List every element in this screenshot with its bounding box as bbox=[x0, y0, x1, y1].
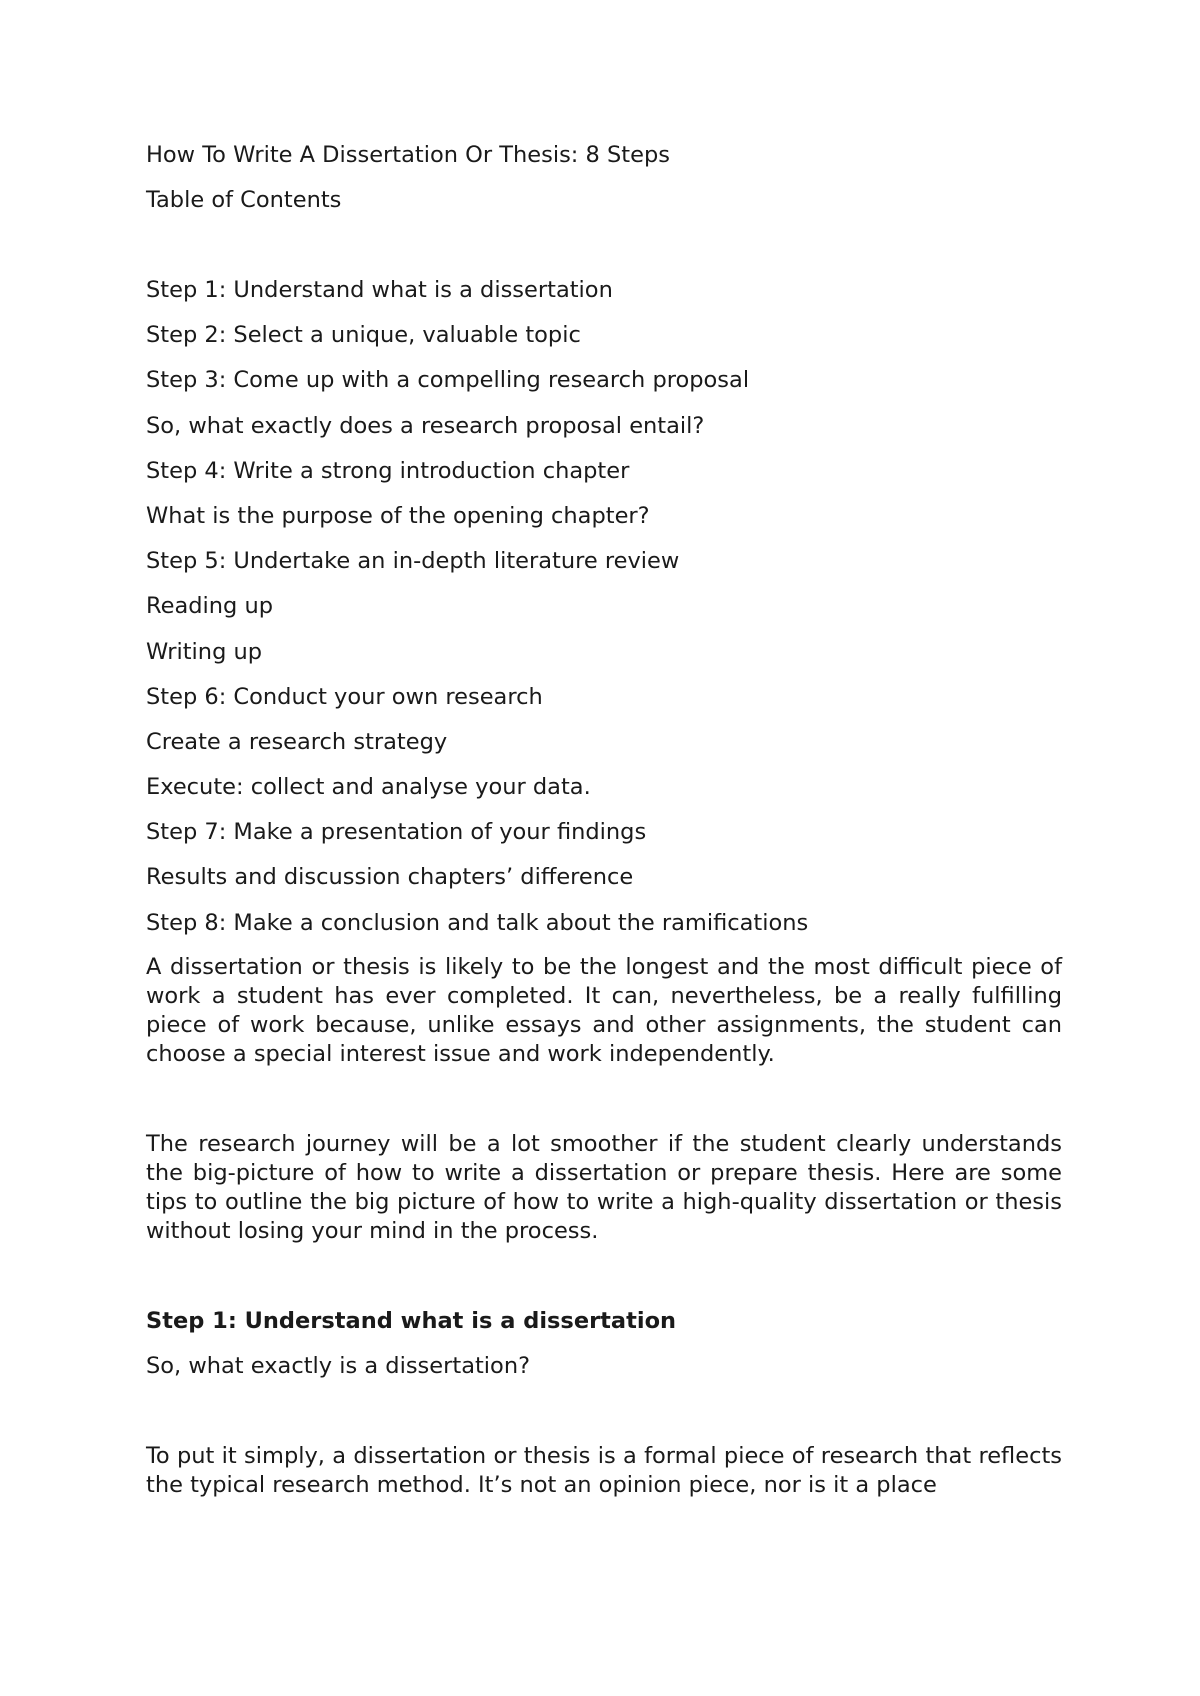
step1-heading: Step 1: Understand what is a dissertation bbox=[146, 1307, 677, 1334]
step1-paragraph: To put it simply, a dissertation or thesis is a formal piece of research that reflects the typical research method. It’s not an opinion piece, nor is it a place bbox=[146, 1442, 1062, 1498]
toc-item: Step 2: Select a unique, valuable topic bbox=[146, 322, 581, 349]
intro-paragraph: A dissertation or thesis is likely to be the longest and the most difficult piece of work a student has ever completed. It can, nevertheless, be a really fulfilling piece of work because, unlike essays and other assignments, the student can choose a special interest issue and work independently. bbox=[146, 953, 1062, 1067]
toc-item: What is the purpose of the opening chapter? bbox=[146, 502, 650, 529]
toc-item: Step 6: Conduct your own research bbox=[146, 683, 543, 710]
toc-item: Step 1: Understand what is a dissertation bbox=[146, 277, 613, 303]
toc-item: Step 4: Write a strong introduction chapter bbox=[146, 457, 630, 484]
toc-item: Step 3: Come up with a compelling research proposal bbox=[146, 367, 750, 394]
toc-item: Step 8: Make a conclusion and talk about the ramifications bbox=[146, 909, 809, 936]
toc-item: Execute: collect and analyse your data. bbox=[146, 774, 591, 801]
toc-item: Step 5: Undertake an in-depth literature review bbox=[146, 548, 680, 575]
document-title: How To Write A Dissertation Or Thesis: 8 Steps bbox=[146, 142, 670, 168]
step1-question: So, what exactly is a dissertation? bbox=[146, 1352, 531, 1379]
intro-paragraph: The research journey will be a lot smoother if the student clearly understands the big-picture of how to write a dissertation or prepare thesis. Here are some tips to outline the big picture of how to write a high-quality dissertation or thesis without losing your mind in the process. bbox=[146, 1130, 1062, 1244]
toc-heading: Table of Contents bbox=[146, 187, 342, 213]
table-of-contents bbox=[146, 276, 1062, 938]
toc-item: Step 7: Make a presentation of your findings bbox=[146, 819, 647, 846]
toc-item: Writing up bbox=[146, 638, 263, 665]
toc-item: So, what exactly does a research proposal entail? bbox=[146, 412, 705, 439]
toc-item: Results and discussion chapters’ difference bbox=[146, 864, 634, 891]
document-page bbox=[146, 141, 1062, 1500]
toc-item: Create a research strategy bbox=[146, 728, 448, 755]
toc-item: Reading up bbox=[146, 593, 274, 620]
